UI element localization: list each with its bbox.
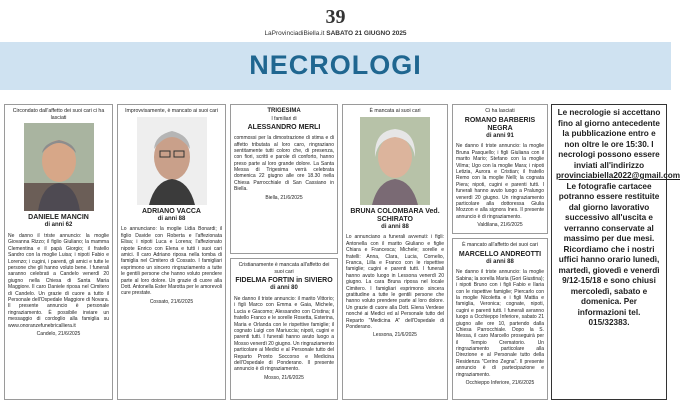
obituary-card (230, 258, 338, 400)
obituary-intro: Circondato dall'affetto dei suoi cari ci ha lasciati (12, 108, 105, 121)
deceased-name: MARCELLO ANDREOTTI (458, 250, 542, 258)
deceased-name: ROMANO BARBERIS NEGRA (464, 116, 536, 132)
obituary-place-date: Biella, 21/6/2025 (265, 194, 303, 201)
obituary-intro: Ci ha lasciati (485, 108, 515, 114)
deceased-age: di anni 88 (486, 258, 514, 265)
deceased-age: di anni 80 (270, 285, 298, 292)
submission-notice (551, 104, 680, 400)
paper-name: LaProvinciadiBiella.it (264, 30, 325, 37)
obituary-text: Lo annunciano: la moglie Lidia Bonardi; il figlio Davide con Roberta e l'affezionata Elisa; i nipoti Luca e Lorena; l'affezionato nipote Enrico con Elena e tutti i suoi cari amici. Il caro Adriano riposa nella tomba di famiglia nel Cimitero di Cossato. I famigliari esprimono un sincero ringraziamento a tutte le gentili persone che hanno voluto prendere parte al loro dolore. Un grazie di cuore alla Dott. Antonella Ester Marotta per le amorevoli cure prestate. (121, 226, 222, 297)
obituary-intro: Cristianamente è mancata all'affetto dei suoi cari (238, 262, 330, 275)
obituary-intro: È mancata ai suoi cari (369, 108, 421, 114)
page-number: 39 (325, 6, 346, 28)
obituary-place-date: Valdilana, 21/6/2025 (477, 222, 523, 229)
obituary-place-date: Occhieppo Inferiore, 21/6/2025 (465, 380, 535, 387)
deceased-name: DANIELE MANCIN (28, 214, 89, 222)
submission-email-link[interactable]: provinciabiella2022@gmail.com (556, 171, 680, 180)
obituary-place-date: Lessona, 21/6/2025 (373, 332, 417, 339)
obituary-card (452, 104, 548, 234)
obituary-text: Ne danno il triste annuncio: la moglie Sabina; la sorella Maria (Gori Giustina); i nipoti Bruno con i figli Fabio e Ilaria con le rispettive famiglie; Piercarlo con la moglie Nicoletta e i figli Mattia e famiglia, Veronica; cognate, nipoti, cugini e parenti tutti. I funerali avranno luogo a Occhieppo Inferiore, sabato 21 giugno alle ore 10, partendo dalla Chiesa Parrocchiale. Dopo la S. Messa, il caro Marcello proseguirà per il Tempio Crematorio. Un ringraziamento particolare alla Direzione e al Personale tutto della Residenza "Cerino Zegna". Il presente annuncio è di partecipazione e ringraziamento. (456, 269, 544, 378)
obituary-card (4, 104, 113, 400)
portrait-photo (24, 123, 94, 211)
obituary-text: Ne danno il triste annuncio: il marito Vittorio; i figli Marco con Emma e Gaia, Michele, Lucia e Giacomo; Alessandro con Cristina; il fratello Franco e le sorelle Rosetta, Esterina, Maria e Orlanda con le rispettive famiglie; il cognato Luigi con Mariuccia; nipoti, cugini e parenti tutti. I funerali hanno avuto luogo a Mosso venerdì 20 giugno. Un ringraziamento particolare ai Medici e al Personale tutto del Reparto Pronto Soccorso e Medicina dell'Ospedale di Ponderano. Il presente annuncio è di ringraziamento. (234, 296, 334, 373)
obituary-intro: Improvvisamente, è mancato ai suoi cari (125, 108, 218, 114)
notice-text-1: Le necrologie si accettano fino al giorno antecedente la pubblicazione entro e non oltre le ore 15:30. I necrologi possono essere inviati all'indirizzo (557, 108, 661, 170)
obituary-intro: I familiari di (271, 115, 297, 122)
deceased-name: ADRIANO VACCA (142, 207, 201, 215)
obituary-place-date: Mosso, 21/6/2025 (264, 374, 304, 381)
obituary-text: commossi per la dimostrazione di stima e di affetto tributata al loro caro, ringraziano sentitamente tutti coloro che, di presenza, con fiori, scritti e parole di conforto, hanno preso parte al loro grande dolore. La Santa Messa di Trigesima verrà celebrata domenica 22 giugno alle ore 18.30 nella Chiesa Parrocchiale di San Cassiano in Biella. (234, 135, 334, 193)
deceased-name: FIDELMA FORTIN in SIVIERO (235, 277, 333, 285)
deceased-name: BRUNA COLOMBARA Ved. SCHIRATO (350, 207, 440, 223)
obituary-text: Lo annunciano a funerali avvenuti: i figli: Antonella con il marito Giuliano e figlie Chiara e Francesca; Michele; sorelle e fratelli: Anna, Clara, Lucia, Cornelio, Franca, Lilla e Franco con le rispettive famiglie; cugini e parenti tutti. I funerali hanno avuto luogo in Lessona venerdì 20 giugno. La cara Bruna riposa nel locale Cimitero. I famigliari esprimono sincera gratitudine a tutte le gentili persone che hanno voluto prendere parte al loro dolore. Un grazie di cuore alla Dott. Elena Verdese nonché ai Medici ed al Personale tutto del Reparto "Medicina A" dell'Ospedale di Ponderano. (346, 234, 444, 330)
deceased-age: di anni 91 (486, 132, 514, 139)
notice-text-2: Le fotografie cartacee potranno essere restituite dal giorno lavorativo successivo all'uscita e verranno conservate al massimo per due mesi. Ricordiamo che i nostri uffici hanno orario lunedì, martedì, giovedì e venerdì 9/12-15/18 e sono chiusi mercoledì, sabato e domenica. Per informazioni tel. 015/32383. (558, 181, 660, 327)
deceased-name: ALESSANDRO MERLI (247, 124, 321, 132)
obituary-text: Ne danno il triste annuncio: la moglie Giovanna Rizzo; il figlio Giuliano; la mamma Clementina e il papà Giorgio; il fratello Sandro con la moglie Luisa; i nipoti Fabio e Lorenzo; i cugini, i parenti, gli amici e tutte le persone che gli hanno voluto bene. I funerali saranno celebrati a Candelo venerdì 20 giugno nella Chiesa di Santa Maria Maggiore. Il caro Daniele riposa nel Cimitero di Candelo. Un grazie di cuore a tutto il Personale dell'Ospedale Maggiore di Novara. Il presente annuncio è personale ringraziamento. È possibile inviare un messaggio di cordoglio alla famiglia su www.onoranzefunebricalliera.it (8, 233, 109, 329)
deceased-age: di anni 62 (44, 222, 73, 229)
obituary-card (230, 104, 338, 254)
obituary-card (452, 238, 548, 400)
masthead (0, 30, 671, 37)
deceased-age: di anni 88 (157, 215, 186, 222)
portrait-photo (137, 117, 207, 205)
issue-date: SABATO 21 GIUGNO 2025 (326, 30, 407, 37)
section-title: NECROLOGI (249, 50, 422, 80)
obituary-place-date: Cossato, 21/6/2025 (149, 298, 194, 305)
deceased-age: di anni 88 (381, 223, 409, 230)
obituary-card (342, 104, 448, 400)
notice-type: TRIGESIMA (267, 108, 301, 114)
portrait-photo (360, 117, 430, 205)
obituary-intro: È mancato all'affetto dei suoi cari (462, 242, 538, 248)
obituary-place-date: Candelo, 21/6/2025 (36, 330, 81, 337)
obituary-card (117, 104, 226, 400)
obituary-text: Ne danno il triste annuncio: la moglie Bruna Pasquello; i figli Giuliana con il marito Mario; Stefano con la moglie Vilma; Ugo con la moglie Mara; i nipoti Letizia, Aurora e Cristian; il fratello Remo con la moglie Nelli; la cognata Piera; nipoti, cugini e parenti tutti. I funerali hanno avuto luogo a Pralungo venerdì 20 giugno. Un ringraziamento particolare alla dottoressa Giulia Mozzon e alla signora Ines. Il presente annuncio è di ringraziamento. (456, 143, 544, 220)
